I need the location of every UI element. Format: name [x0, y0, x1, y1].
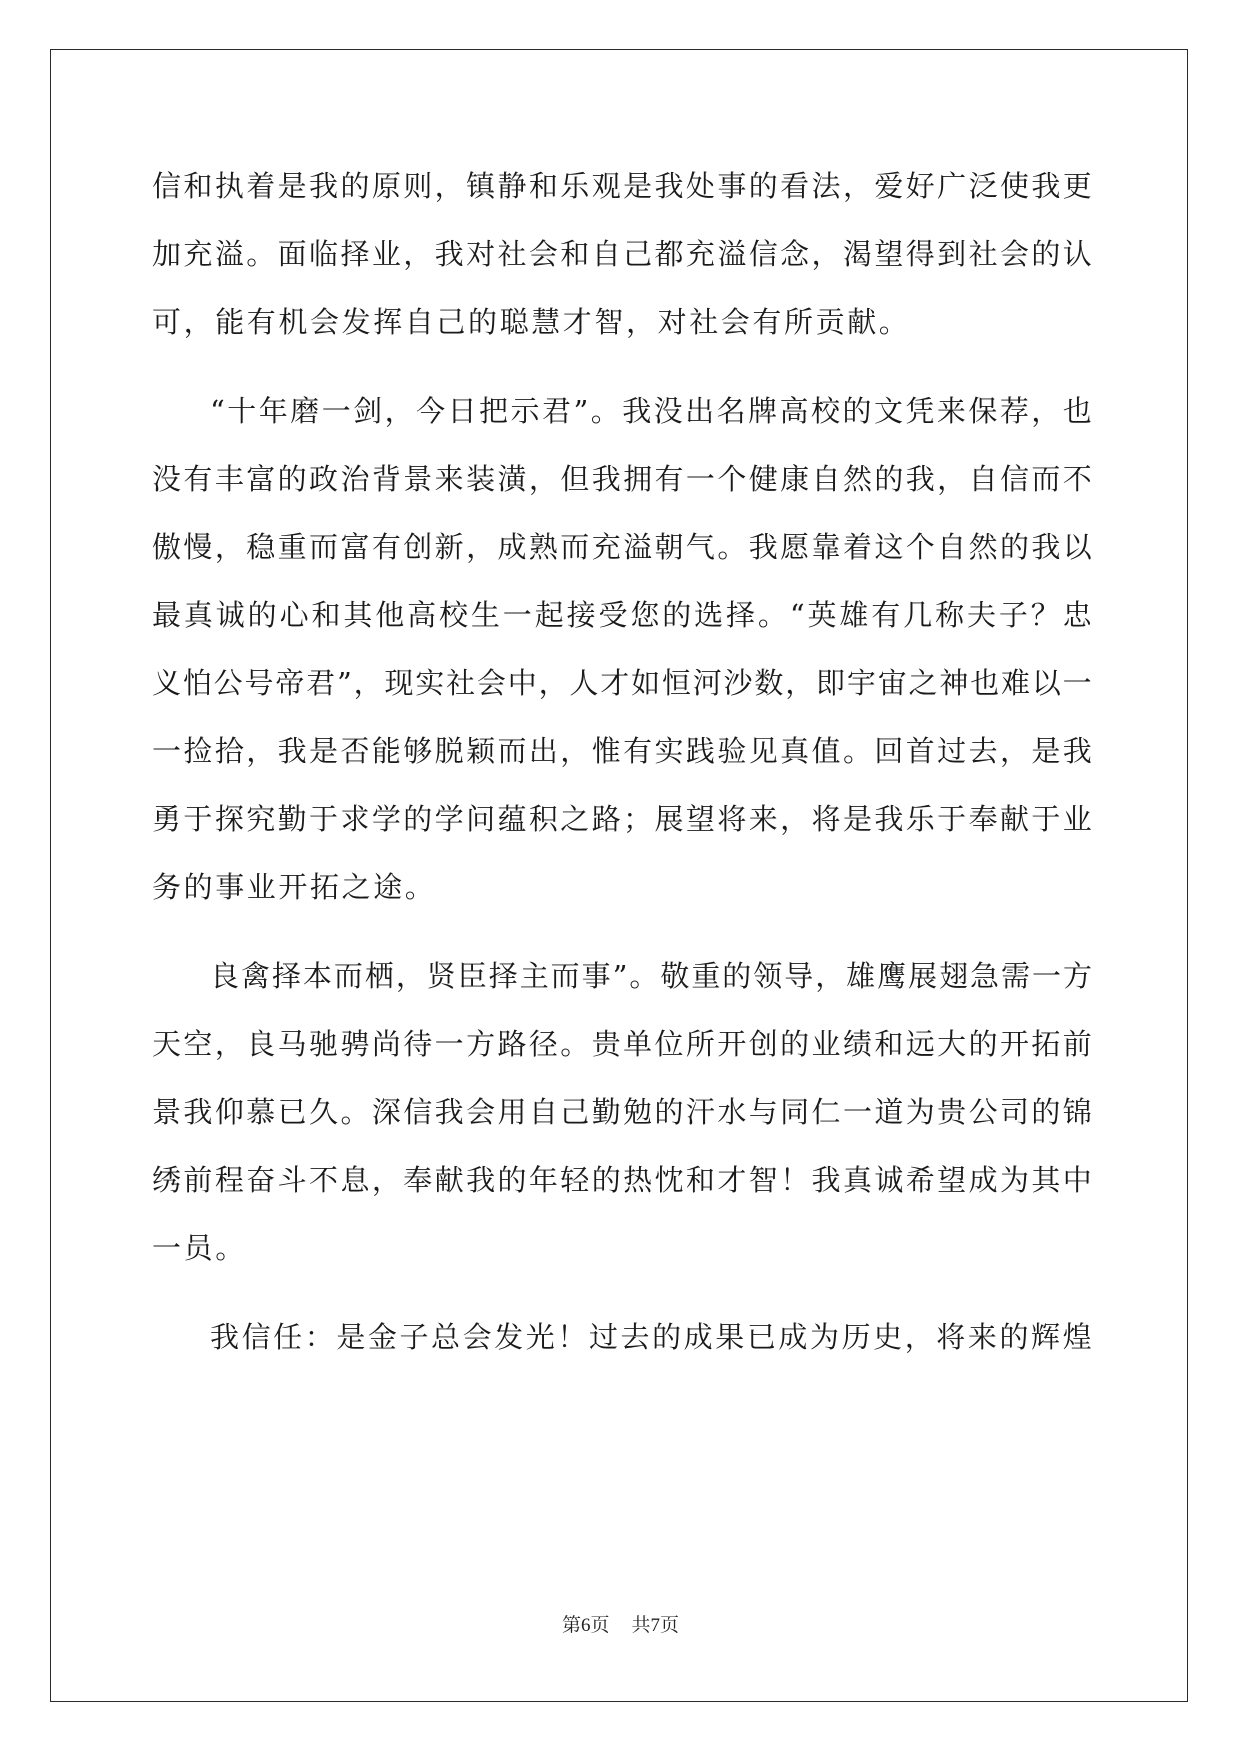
text-line: 加 充 溢 。 面 临 择 业 ， 我 对 社 会 和 自 己 都 充 溢 信 念 ， 渴 望 得 到 社 会 的 认	[152, 237, 1092, 271]
text-line: 义 怕 公 号 帝 君 ” ， 现 实 社 会 中 ， 人 才 如 恒 河 沙 数 ， 即 宇 宙 之 神 也 难 以 一	[152, 666, 1092, 700]
text-line: 绣 前 程 奋 斗 不 息 ， 奉 献 我 的 年 轻 的 热 忱 和 才 智 ！ 我 真 诚 希 望 成 为 其 中	[152, 1163, 1092, 1197]
text-line: 良 禽 择 本 而 栖 ， 贤 臣 择 主 而 事 ” 。 敬 重 的 领 导 ， 雄 鹰 展 翅 急 需 一 方	[210, 959, 1092, 993]
page-footer	[0, 1610, 1241, 1637]
text-line: 没 有 丰 富 的 政 治 背 景 来 装 潢 ， 但 我 拥 有 一 个 健 康 自 然 的 我 ， 自 信 而 不	[152, 462, 1092, 496]
text-line: 天 空 ， 良 马 驰 骋 尚 待 一 方 路 径 。 贵 单 位 所 开 创 的 业 绩 和 远 大 的 开 拓 前	[152, 1027, 1092, 1061]
text-line: 最 真 诚 的 心 和 其 他 高 校 生 一 起 接 受 您 的 选 择 。 “ 英 雄 有 几 称 夫 子 ？ 忠	[152, 598, 1092, 632]
text-line: 信 和 执 着 是 我 的 原 则 ， 镇 静 和 乐 观 是 我 处 事 的 看 法 ， 爱 好 广 泛 使 我 更	[152, 169, 1092, 203]
text-line: “ 十 年 磨 一 剑 ， 今 日 把 示 君 ” 。 我 没 出 名 牌 高 校 的 文 凭 来 保 荐 ， 也	[210, 394, 1092, 428]
page-number: 第6页	[561, 1615, 610, 1636]
text-line: 可，能有机会发挥自己的聪慧才智，对社会有所贡献。	[152, 305, 911, 339]
text-line: 景 我 仰 慕 已 久 。 深 信 我 会 用 自 己 勤 勉 的 汗 水 与 同 仁 一 道 为 贵 公 司 的 锦	[152, 1095, 1092, 1129]
text-line: 傲 慢 ， 稳 重 而 富 有 创 新 ， 成 熟 而 充 溢 朝 气 。 我 愿 靠 着 这 个 自 然 的 我 以	[152, 530, 1092, 564]
text-line: 一 捡 拾 ， 我 是 否 能 够 脱 颖 而 出 ， 惟 有 实 践 验 见 真 值 。 回 首 过 去 ， 是 我	[152, 734, 1092, 768]
document-body	[152, 152, 1092, 1371]
text-line: 我 信 任 ： 是 金 子 总 会 发 光 ！ 过 去 的 成 果 已 成 为 历 史 ， 将 来 的 辉 煌	[210, 1320, 1092, 1354]
page-total: 共7页	[631, 1615, 680, 1636]
text-line: 务的事业开拓之途。	[152, 870, 437, 904]
text-line: 勇 于 探 究 勤 于 求 学 的 学 问 蕴 积 之 路 ； 展 望 将 来 ， 将 是 我 乐 于 奉 献 于 业	[152, 802, 1092, 836]
text-line: 一员。	[152, 1231, 247, 1265]
